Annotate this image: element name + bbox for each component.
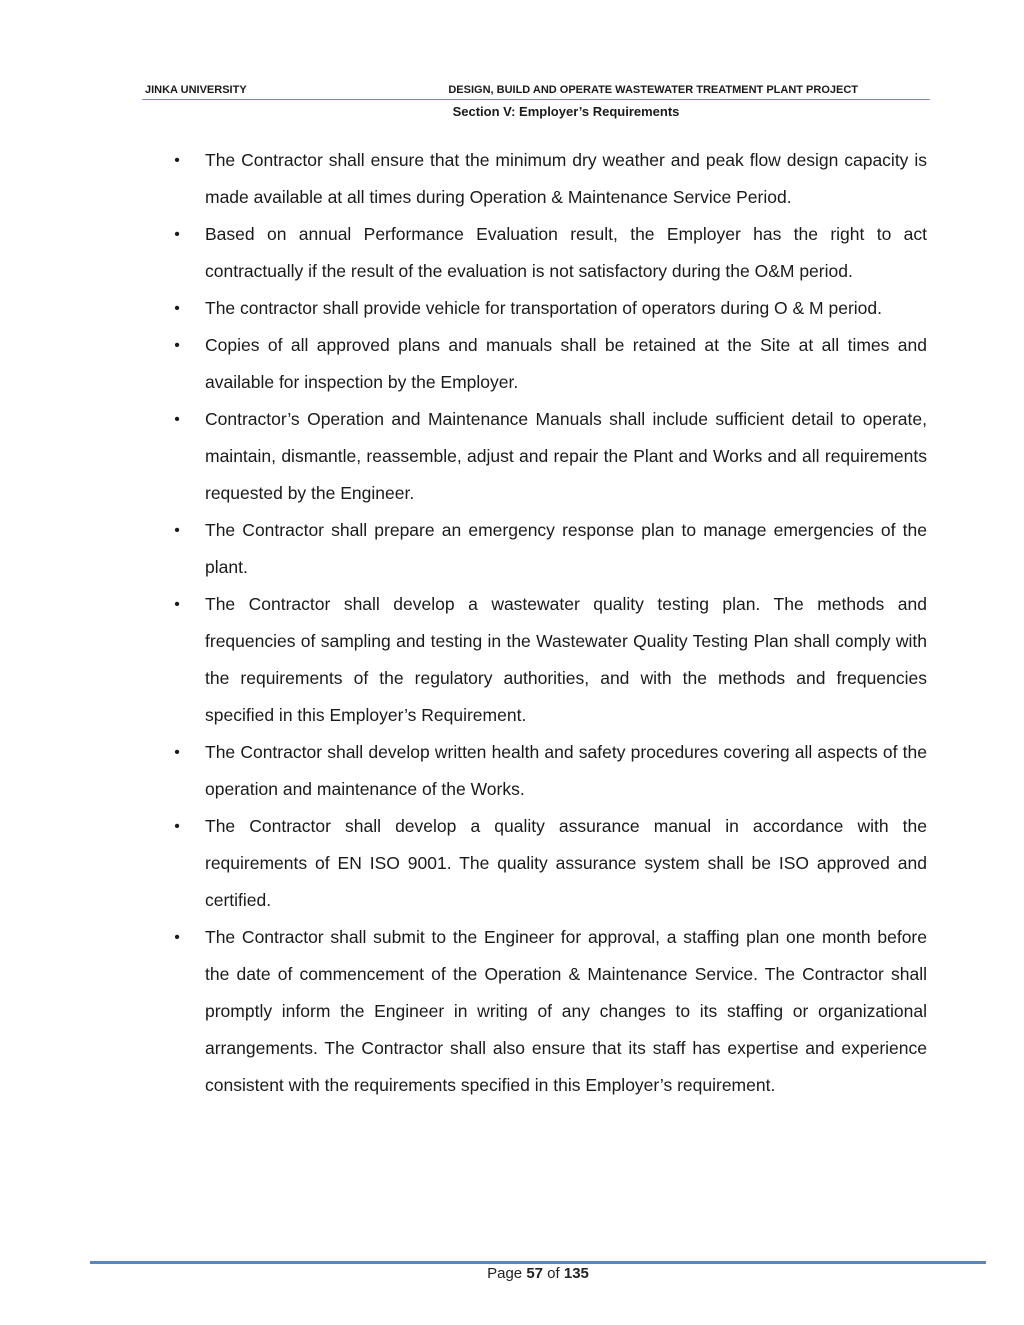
header-row — [142, 82, 930, 99]
list-item — [170, 734, 927, 808]
list-item-text: Based on annual Performance Evaluation result, the Employer has the right to act contractually if the result of the evaluation is not satisfactory during the O&M period. — [205, 224, 927, 281]
list-item — [170, 512, 927, 586]
bullet-icon: • — [174, 337, 180, 354]
bullet-icon: • — [174, 152, 180, 169]
list-item — [170, 808, 927, 919]
list-item — [170, 327, 927, 401]
list-item-text: The Contractor shall submit to the Engineer for approval, a staffing plan one month before the date of commencement of the Operation & Maintenance Service. The Contractor shall promptly inform the Engineer in writing of any changes to its staffing or organizational arrangements. The Contractor shall also ensure that its staff has expertise and experience consistent with the requirements specified in this Employer’s requirement. — [205, 927, 927, 1095]
list-item-text: The contractor shall provide vehicle for transportation of operators during O & M period. — [205, 298, 883, 318]
header-project-title: DESIGN, BUILD AND OPERATE WASTEWATER TREATMENT PLANT PROJECT — [448, 84, 858, 96]
bullet-icon: • — [174, 411, 180, 428]
requirements-list — [170, 142, 927, 1104]
list-item — [170, 401, 927, 512]
footer-divider — [90, 1261, 986, 1264]
list-item — [170, 290, 927, 327]
page-word: Page — [487, 1265, 523, 1282]
list-item-text: Copies of all approved plans and manuals shall be retained at the Site at all times and available for inspection by the Employer. — [205, 335, 927, 392]
page-footer — [90, 1261, 986, 1282]
document-body — [170, 142, 927, 1104]
bullet-icon: • — [174, 929, 180, 946]
list-item — [170, 216, 927, 290]
bullet-icon: • — [174, 522, 180, 539]
list-item — [170, 919, 927, 1104]
bullet-icon: • — [174, 596, 180, 613]
section-title: Section V: Employer’s Requirements — [452, 104, 680, 119]
of-word: of — [547, 1265, 560, 1282]
list-item-text: Contractor’s Operation and Maintenance Manuals shall include sufficient detail to operate, maintain, dismantle, reassemble, adjust and repair the Plant and Works and all requirements requested by the Engineer. — [205, 409, 927, 503]
list-item-text: The Contractor shall develop a wastewater quality testing plan. The methods and frequencies of sampling and testing in the Wastewater Quality Testing Plan shall comply with the requirements of the regulatory authorities, and with the methods and frequencies specified in this Employer’s Requirement. — [205, 594, 927, 725]
bullet-icon: • — [174, 226, 180, 243]
header-divider — [142, 99, 930, 100]
bullet-icon: • — [174, 744, 180, 761]
header-institution: JINKA UNIVERSITY — [145, 84, 247, 96]
page-header — [142, 82, 930, 119]
current-page: 57 — [526, 1265, 543, 1282]
list-item-text: The Contractor shall develop written health and safety procedures covering all aspects of the operation and maintenance of the Works. — [205, 742, 927, 799]
bullet-icon: • — [174, 300, 180, 317]
total-pages: 135 — [563, 1265, 589, 1282]
list-item — [170, 586, 927, 734]
bullet-icon: • — [174, 818, 180, 835]
list-item-text: The Contractor shall develop a quality assurance manual in accordance with the requirements of EN ISO 9001. The quality assurance system shall be ISO approved and certified. — [205, 816, 927, 910]
list-item — [170, 142, 927, 216]
page-number — [90, 1265, 986, 1282]
list-item-text: The Contractor shall ensure that the minimum dry weather and peak flow design capacity is made available at all times during Operation & Maintenance Service Period. — [205, 150, 927, 207]
list-item-text: The Contractor shall prepare an emergency response plan to manage emergencies of the plant. — [205, 520, 927, 577]
